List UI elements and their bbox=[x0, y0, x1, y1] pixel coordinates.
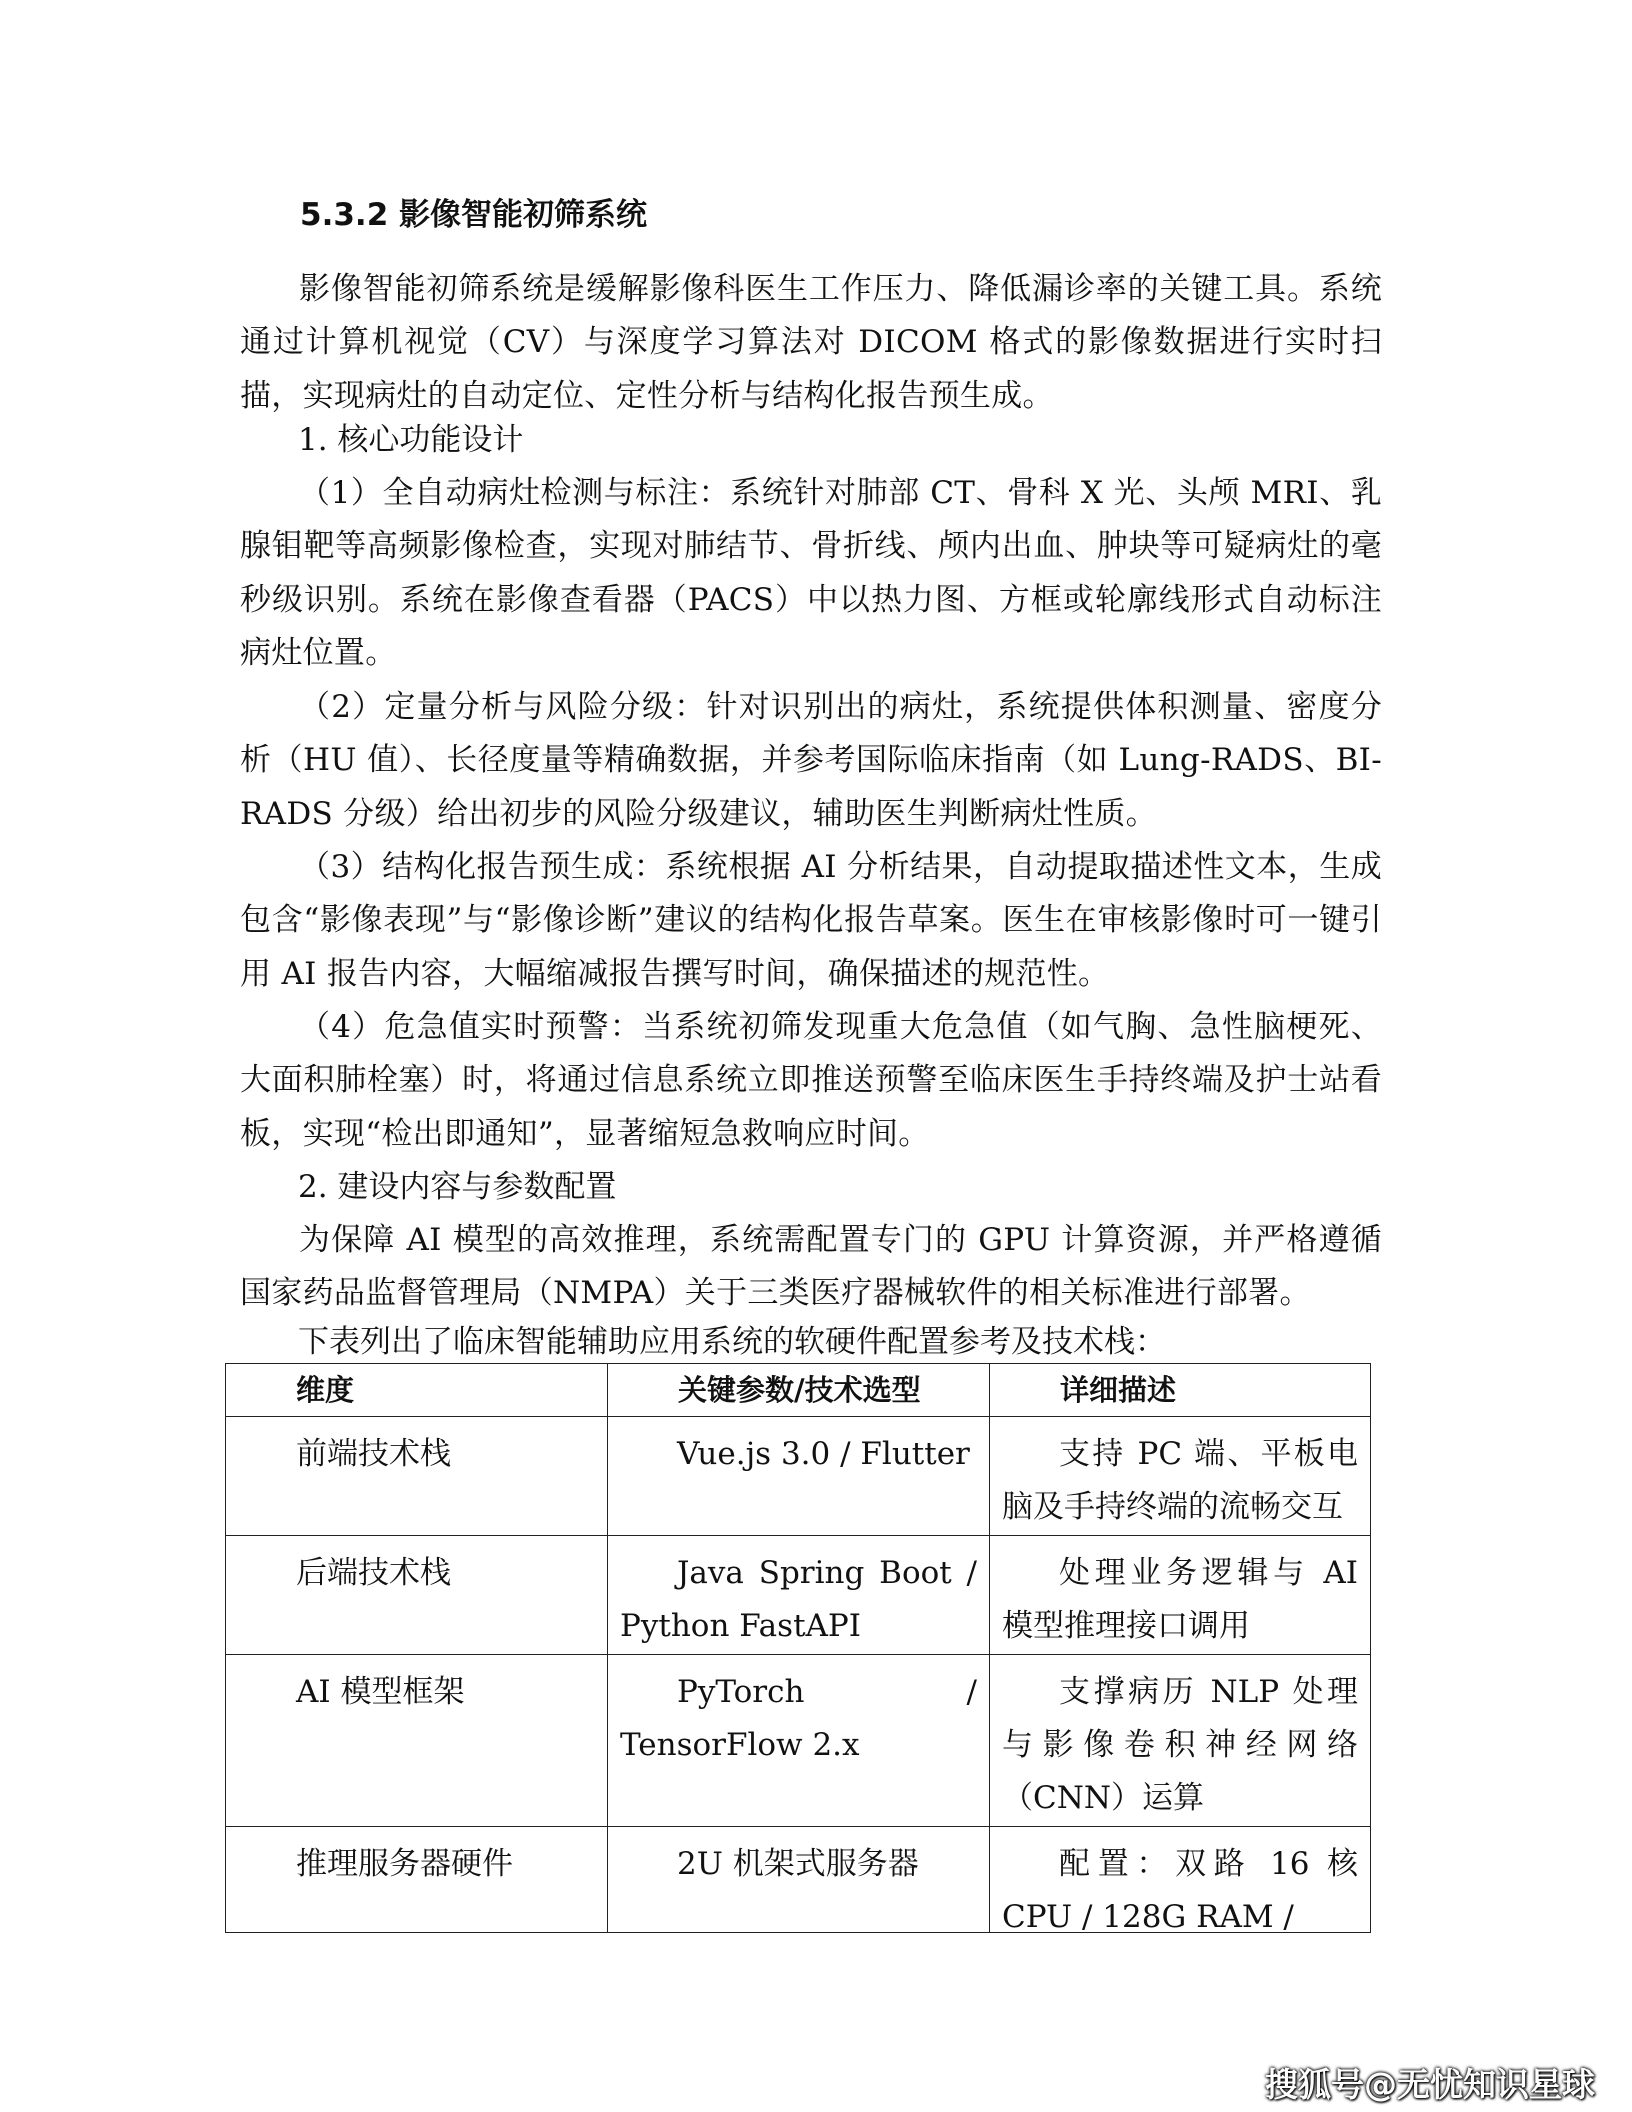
cell-dimension: 推理服务器硬件 bbox=[226, 1826, 608, 1932]
cell-dimension: 前端技术栈 bbox=[226, 1417, 608, 1536]
header-params: 关键参数/技术选型 bbox=[608, 1364, 990, 1417]
function-2-paragraph: （2）定量分析与风险分级：针对识别出的病灶，系统提供体积测量、密度分析（HU 值）、长径度量等精确数据，并参考国际临床指南（如 Lung-RADS、BI-RADS 分级）给出初步的风险分级建议，辅助医生判断病灶性质。 bbox=[240, 689, 1382, 832]
cell-description: 处理业务逻辑与 AI 模型推理接口调用 bbox=[990, 1535, 1371, 1654]
watermark-text: 搜狐号@无忧知识星球 bbox=[1265, 2065, 1595, 2104]
table-row bbox=[226, 1826, 1371, 1932]
section-heading: 5.3.2 影像智能初筛系统 bbox=[300, 197, 648, 233]
cell-params: Java Spring Boot / Python FastAPI bbox=[608, 1535, 990, 1654]
function-3-paragraph: （3）结构化报告预生成：系统根据 AI 分析结果，自动提取描述性文本，生成包含“影像表现”与“影像诊断”建议的结构化报告草案。医生在审核影像时可一键引用 AI 报告内容，大幅缩减报告撰写时间，确保描述的规范性。 bbox=[240, 849, 1382, 992]
cell-dimension: AI 模型框架 bbox=[226, 1654, 608, 1826]
cell-params: 2U 机架式服务器 bbox=[608, 1826, 990, 1932]
table-intro-line: 下表列出了临床智能辅助应用系统的软硬件配置参考及技术栈： bbox=[298, 1324, 1166, 1360]
cell-dimension: 后端技术栈 bbox=[226, 1535, 608, 1654]
cell-params: Vue.js 3.0 / Flutter bbox=[608, 1417, 990, 1536]
header-dimension: 维度 bbox=[226, 1364, 608, 1417]
cell-description: 支持 PC 端、平板电脑及手持终端的流畅交互 bbox=[990, 1417, 1371, 1536]
intro-paragraph: 影像智能初筛系统是缓解影像科医生工作压力、降低漏诊率的关键工具。系统通过计算机视觉（CV）与深度学习算法对 DICOM 格式的影像数据进行实时扫描，实现病灶的自动定位、定性分析与结构化报告预生成。 bbox=[240, 271, 1382, 414]
header-description: 详细描述 bbox=[990, 1364, 1371, 1417]
cell-description: 支撑病历 NLP 处理与影像卷积神经网络（CNN）运算 bbox=[990, 1654, 1371, 1826]
cell-description: 配置：双路 16 核 CPU / 128G RAM / bbox=[990, 1826, 1371, 1932]
table-row bbox=[226, 1654, 1371, 1826]
core-functions-title: 1. 核心功能设计 bbox=[298, 422, 524, 458]
construction-title: 2. 建设内容与参数配置 bbox=[298, 1169, 617, 1205]
function-1-paragraph: （1）全自动病灶检测与标注：系统针对肺部 CT、骨科 X 光、头颅 MRI、乳腺钼靶等高频影像检查，实现对肺结节、骨折线、颅内出血、肿块等可疑病灶的毫秒级识别。系统在影像查看器（PACS）中以热力图、方框或轮廓线形式自动标注病灶位置。 bbox=[240, 475, 1382, 672]
gpu-config-paragraph: 为保障 AI 模型的高效推理，系统需配置专门的 GPU 计算资源，并严格遵循国家药品监督管理局（NMPA）关于三类医疗器械软件的相关标准进行部署。 bbox=[240, 1222, 1382, 1312]
cell-params: PyTorch / TensorFlow 2.x bbox=[608, 1654, 990, 1826]
function-4-paragraph: （4）危急值实时预警：当系统初筛发现重大危急值（如气胸、急性脑梗死、大面积肺栓塞）时，将通过信息系统立即推送预警至临床医生手持终端及护士站看板，实现“检出即通知”，显著缩短急救响应时间。 bbox=[240, 1009, 1382, 1152]
table-row bbox=[226, 1535, 1371, 1654]
table-header-row bbox=[226, 1364, 1371, 1417]
table-row bbox=[226, 1417, 1371, 1536]
config-table bbox=[225, 1363, 1371, 1933]
